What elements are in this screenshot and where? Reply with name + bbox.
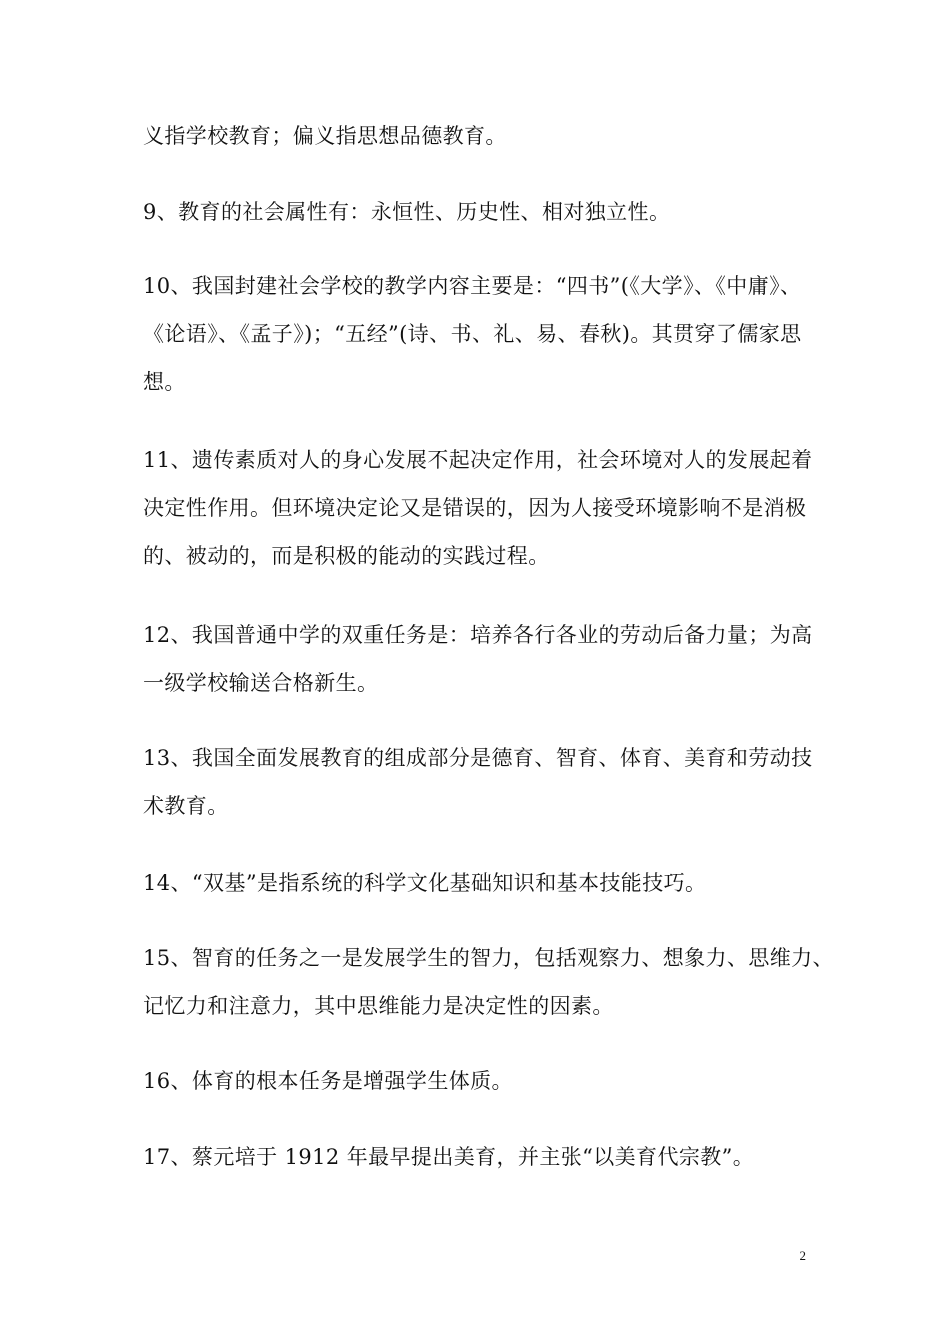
text-line: 17、蔡元培于 1912 年最早提出美育，并主张“以美育代宗教”。 <box>143 1145 755 1169</box>
paragraph-15 <box>143 934 834 1030</box>
paragraph-10 <box>143 262 813 406</box>
text-line: 10、我国封建社会学校的教学内容主要是：“四书”(《大学》、《中庸》、 <box>143 274 802 298</box>
paragraph-11 <box>143 436 813 580</box>
text-line: 一级学校输送合格新生。 <box>143 671 379 695</box>
text-line: 想。 <box>143 370 186 394</box>
text-line: 记忆力和注意力，其中思维能力是决定性的因素。 <box>143 994 614 1018</box>
text-line: 14、“双基”是指系统的科学文化基础知识和基本技能技巧。 <box>143 871 707 895</box>
text-line: 义指学校教育；偏义指思想品德教育。 <box>143 124 507 148</box>
text-line: 12、我国普通中学的双重任务是：培养各行各业的劳动后备力量；为高 <box>143 623 813 647</box>
paragraph-16 <box>143 1057 813 1105</box>
paragraph-8-continuation <box>143 112 813 160</box>
text-line: 术教育。 <box>143 794 229 818</box>
text-line: 13、我国全面发展教育的组成部分是德育、智育、体育、美育和劳动技 <box>143 746 813 770</box>
text-line: 15、智育的任务之一是发展学生的智力，包括观察力、想象力、思维力、 <box>143 946 834 970</box>
paragraph-17 <box>143 1133 813 1181</box>
paragraph-13 <box>143 734 813 830</box>
text-line: 11、遗传素质对人的身心发展不起决定作用，社会环境对人的发展起着 <box>143 448 813 472</box>
paragraph-12 <box>143 611 813 707</box>
text-line: 《论语》、《孟子》)；“五经”(诗、书、礼、易、春秋)。其贯穿了儒家思 <box>143 322 802 346</box>
text-line: 的、被动的，而是积极的能动的实践过程。 <box>143 544 550 568</box>
paragraph-14 <box>143 859 813 907</box>
paragraph-9 <box>143 188 813 236</box>
text-line: 9、教育的社会属性有：永恒性、历史性、相对独立性。 <box>143 200 671 224</box>
text-line: 16、体育的根本任务是增强学生体质。 <box>143 1069 513 1093</box>
page-number: 2 <box>799 1248 806 1263</box>
text-line: 决定性作用。但环境决定论又是错误的，因为人接受环境影响不是消极 <box>143 496 807 520</box>
